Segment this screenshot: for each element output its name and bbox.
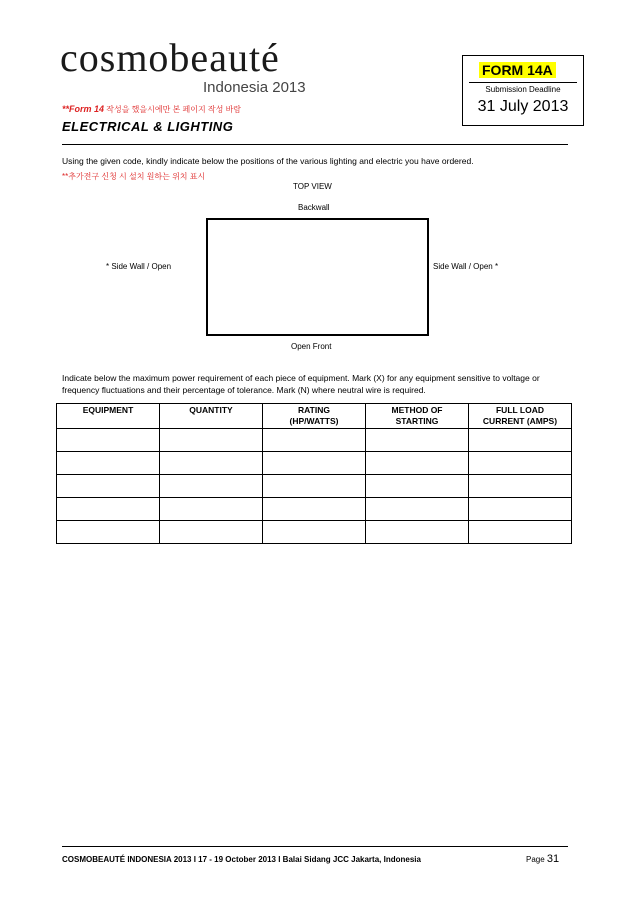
side-wall-right-label: Side Wall / Open * <box>433 262 499 271</box>
table-cell[interactable] <box>57 429 160 452</box>
side-wall-left-label: * Side Wall / Open <box>106 262 172 271</box>
table-cell[interactable] <box>57 521 160 544</box>
table-row <box>57 475 572 498</box>
table-cell[interactable] <box>263 475 366 498</box>
table-cell[interactable] <box>469 452 572 475</box>
table-cell[interactable] <box>263 429 366 452</box>
deadline-date: 31 July 2013 <box>477 98 569 115</box>
table-cell[interactable] <box>263 498 366 521</box>
table-cell[interactable] <box>160 452 263 475</box>
table-cell[interactable] <box>366 429 469 452</box>
footer-text: COSMOBEAUTÉ INDONESIA 2013 I 17 - 19 October 2013 I Balai Sidang JCC Jakarta, Indonesia <box>62 855 421 864</box>
table-cell[interactable] <box>366 475 469 498</box>
top-view-label: TOP VIEW <box>293 182 332 191</box>
deadline-label: Submission Deadline <box>485 85 561 94</box>
footer-divider <box>62 846 568 847</box>
form-note <box>62 104 241 115</box>
header-divider <box>62 144 568 145</box>
open-front-label: Open Front <box>291 342 332 351</box>
page-label: Page <box>526 855 545 864</box>
table-cell[interactable] <box>263 521 366 544</box>
table-cell[interactable] <box>469 429 572 452</box>
form-note-korean: 작성을 했을시에만 본 페이지 작성 바람 <box>106 105 242 114</box>
table-row <box>57 498 572 521</box>
table-row <box>57 521 572 544</box>
page-number <box>526 853 559 865</box>
logo-wordmark: cosmobeauté <box>60 35 280 80</box>
table-cell[interactable] <box>160 475 263 498</box>
column-header-rating: RATING (HP/WATTS) <box>263 404 366 429</box>
equipment-instruction: Indicate below the maximum power requirement of each piece of equipment. Mark (X) for any equipment sensitive to voltage or frequency fluctuations and their percentage of tolerance. Mark (N) where neutral wire is required. <box>62 373 540 395</box>
table-cell[interactable] <box>160 521 263 544</box>
table-cell[interactable] <box>160 429 263 452</box>
column-header-equipment: EQUIPMENT <box>57 404 160 429</box>
logo-subtitle: Indonesia 2013 <box>203 79 306 96</box>
table-cell[interactable] <box>366 521 469 544</box>
table-cell[interactable] <box>366 452 469 475</box>
page-number-value: 31 <box>546 853 560 865</box>
table-cell[interactable] <box>366 498 469 521</box>
section-title: ELECTRICAL & LIGHTING <box>62 119 234 134</box>
table-cell[interactable] <box>57 452 160 475</box>
table-cell[interactable] <box>160 498 263 521</box>
equipment-table <box>56 403 572 544</box>
table-cell[interactable] <box>469 498 572 521</box>
column-header-quantity: QUANTITY <box>160 404 263 429</box>
form-code: FORM 14A <box>479 62 556 78</box>
table-cell[interactable] <box>57 498 160 521</box>
column-header-method-of-starting: METHOD OF STARTING <box>366 404 469 429</box>
form-note-prefix: **Form 14 <box>62 104 105 114</box>
table-cell[interactable] <box>469 521 572 544</box>
form-info-box <box>462 55 584 126</box>
booth-plan-box[interactable] <box>206 218 429 336</box>
backwall-label: Backwall <box>298 203 330 212</box>
table-row <box>57 429 572 452</box>
diagram-instruction: Using the given code, kindly indicate below the positions of the various lighting and electric you have ordered. <box>62 156 474 166</box>
form-box-divider <box>469 82 577 83</box>
table-row <box>57 452 572 475</box>
diagram-instruction-korean: **추가전구 신청 시 설치 원하는 위치 표시 <box>62 172 206 181</box>
table-cell[interactable] <box>263 452 366 475</box>
table-cell[interactable] <box>57 475 160 498</box>
column-header-full-load-current: FULL LOAD CURRENT (AMPS) <box>469 404 572 429</box>
table-header-row <box>57 404 572 429</box>
table-cell[interactable] <box>469 475 572 498</box>
